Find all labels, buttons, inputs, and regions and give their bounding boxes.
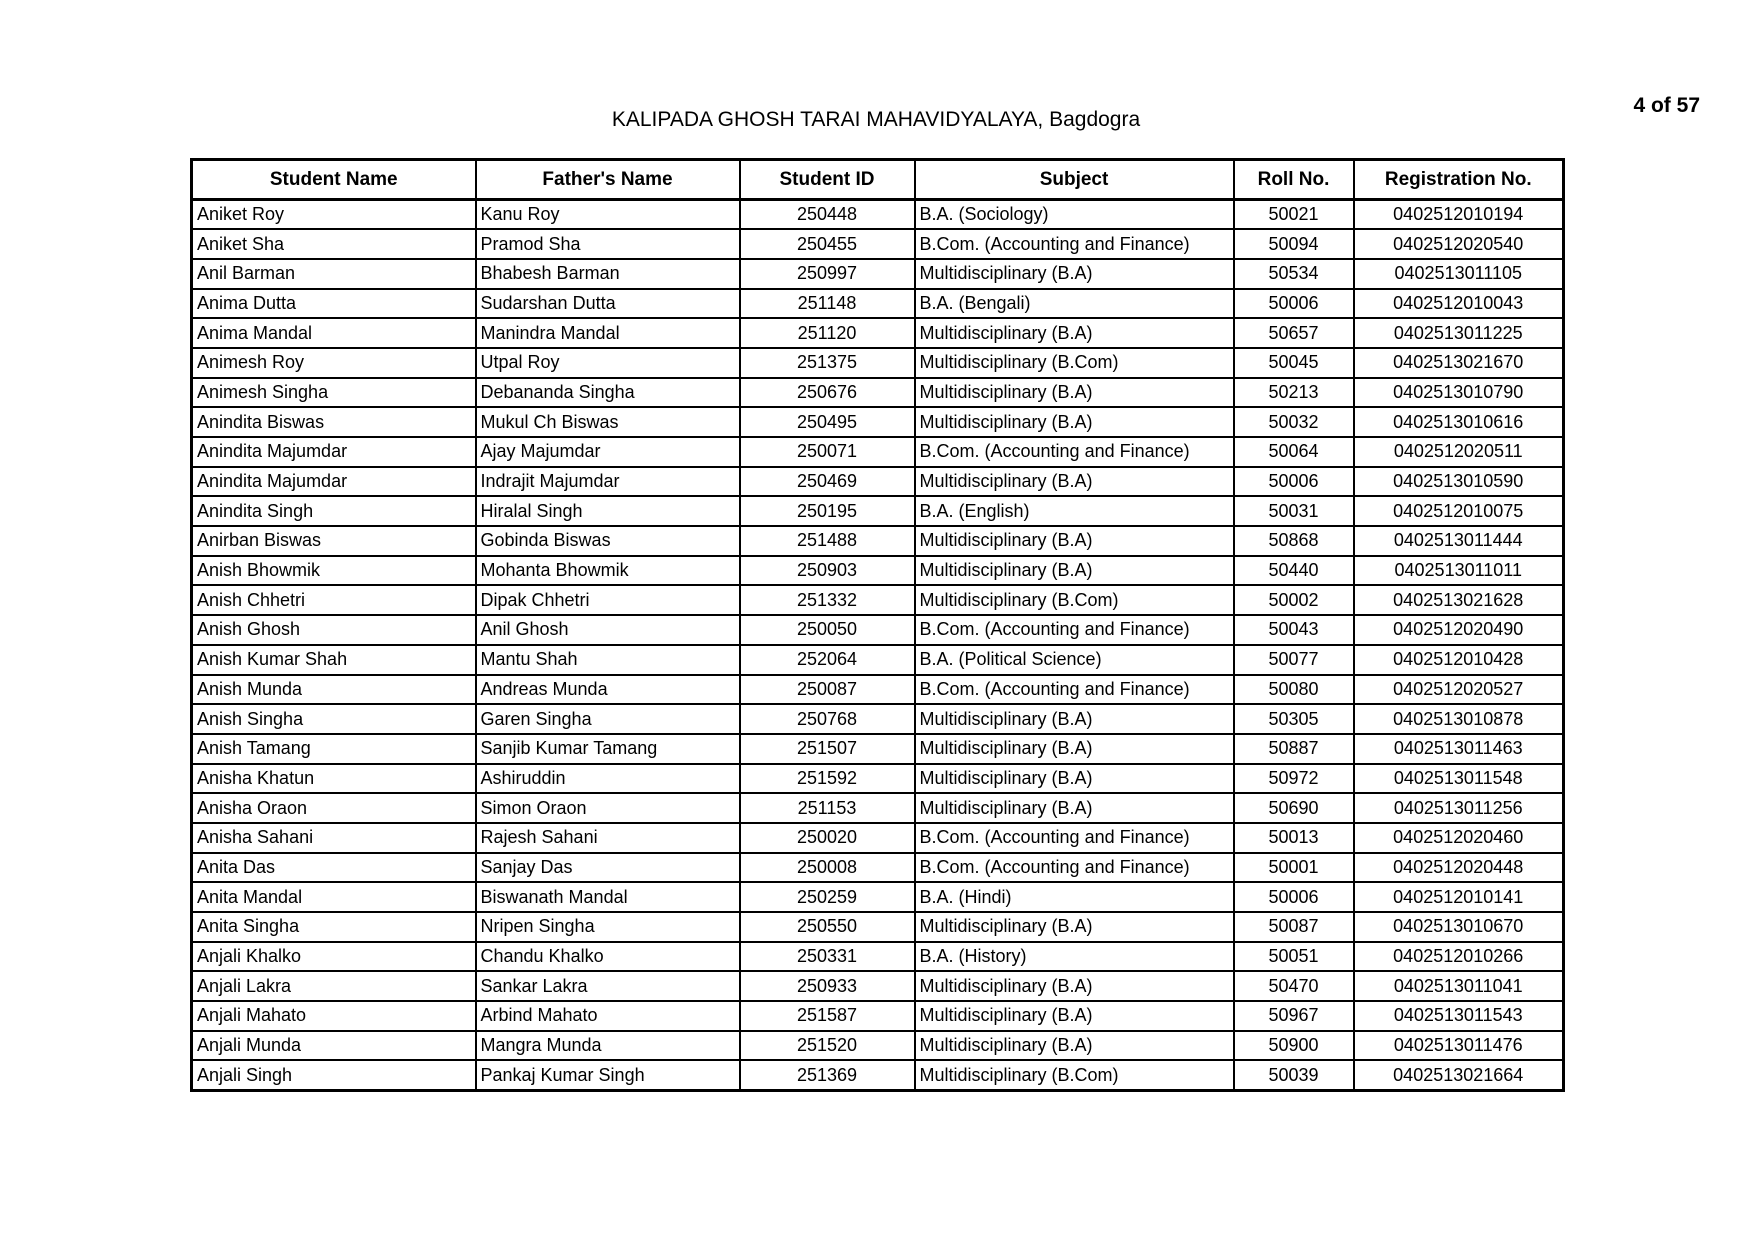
cell-student-name: Anish Chhetri xyxy=(192,585,476,615)
cell-fathers-name: Pramod Sha xyxy=(476,229,740,259)
cell-student-name: Anish Ghosh xyxy=(192,615,476,645)
cell-student-id: 250550 xyxy=(740,912,915,942)
cell-subject: B.Com. (Accounting and Finance) xyxy=(915,823,1234,853)
cell-roll-no: 50045 xyxy=(1234,348,1354,378)
cell-student-id: 250448 xyxy=(740,200,915,230)
cell-student-id: 251520 xyxy=(740,1031,915,1061)
table-row xyxy=(192,1060,1564,1090)
cell-student-name: Anindita Biswas xyxy=(192,407,476,437)
cell-roll-no: 50021 xyxy=(1234,200,1354,230)
cell-student-id: 251153 xyxy=(740,793,915,823)
cell-student-id: 250469 xyxy=(740,467,915,497)
cell-roll-no: 50051 xyxy=(1234,942,1354,972)
cell-roll-no: 50080 xyxy=(1234,675,1354,705)
cell-subject: B.Com. (Accounting and Finance) xyxy=(915,437,1234,467)
table-row xyxy=(192,615,1564,645)
cell-roll-no: 50440 xyxy=(1234,556,1354,586)
cell-subject: B.A. (History) xyxy=(915,942,1234,972)
cell-student-id: 250331 xyxy=(740,942,915,972)
cell-student-id: 250195 xyxy=(740,496,915,526)
cell-student-id: 250495 xyxy=(740,407,915,437)
table-row xyxy=(192,407,1564,437)
cell-registration-no: 0402513011543 xyxy=(1354,1001,1564,1031)
cell-fathers-name: Debananda Singha xyxy=(476,378,740,408)
cell-student-id: 250676 xyxy=(740,378,915,408)
cell-student-name: Anish Tamang xyxy=(192,734,476,764)
table-header xyxy=(192,160,1564,200)
cell-student-id: 250020 xyxy=(740,823,915,853)
cell-subject: Multidisciplinary (B.A) xyxy=(915,378,1234,408)
cell-registration-no: 0402513021628 xyxy=(1354,585,1564,615)
table-body xyxy=(192,200,1564,1091)
cell-roll-no: 50900 xyxy=(1234,1031,1354,1061)
table-row xyxy=(192,971,1564,1001)
cell-registration-no: 0402513010790 xyxy=(1354,378,1564,408)
table-row xyxy=(192,585,1564,615)
cell-student-id: 251488 xyxy=(740,526,915,556)
cell-subject: Multidisciplinary (B.Com) xyxy=(915,1060,1234,1090)
table-row xyxy=(192,764,1564,794)
cell-student-id: 251148 xyxy=(740,289,915,319)
cell-roll-no: 50001 xyxy=(1234,853,1354,883)
cell-fathers-name: Sudarshan Dutta xyxy=(476,289,740,319)
cell-roll-no: 50213 xyxy=(1234,378,1354,408)
cell-roll-no: 50534 xyxy=(1234,259,1354,289)
cell-registration-no: 0402513011444 xyxy=(1354,526,1564,556)
cell-subject: B.Com. (Accounting and Finance) xyxy=(915,853,1234,883)
student-roster-table xyxy=(190,158,1565,1092)
cell-registration-no: 0402512010141 xyxy=(1354,882,1564,912)
cell-student-name: Anisha Oraon xyxy=(192,793,476,823)
table-row xyxy=(192,942,1564,972)
cell-student-id: 251592 xyxy=(740,764,915,794)
cell-student-id: 250768 xyxy=(740,704,915,734)
cell-student-name: Anima Mandal xyxy=(192,318,476,348)
table-row xyxy=(192,853,1564,883)
cell-roll-no: 50094 xyxy=(1234,229,1354,259)
cell-registration-no: 0402513021664 xyxy=(1354,1060,1564,1090)
cell-student-id: 251332 xyxy=(740,585,915,615)
cell-roll-no: 50006 xyxy=(1234,467,1354,497)
cell-student-name: Anisha Khatun xyxy=(192,764,476,794)
cell-fathers-name: Kanu Roy xyxy=(476,200,740,230)
cell-fathers-name: Garen Singha xyxy=(476,704,740,734)
cell-student-id: 251120 xyxy=(740,318,915,348)
table-row xyxy=(192,437,1564,467)
cell-student-name: Anita Mandal xyxy=(192,882,476,912)
table-row xyxy=(192,348,1564,378)
cell-subject: Multidisciplinary (B.Com) xyxy=(915,348,1234,378)
cell-registration-no: 0402513011476 xyxy=(1354,1031,1564,1061)
cell-fathers-name: Indrajit Majumdar xyxy=(476,467,740,497)
cell-registration-no: 0402512020490 xyxy=(1354,615,1564,645)
cell-student-id: 252064 xyxy=(740,645,915,675)
cell-subject: B.Com. (Accounting and Finance) xyxy=(915,229,1234,259)
cell-roll-no: 50013 xyxy=(1234,823,1354,853)
cell-subject: Multidisciplinary (B.A) xyxy=(915,526,1234,556)
cell-student-name: Anjali Mahato xyxy=(192,1001,476,1031)
cell-registration-no: 0402513010670 xyxy=(1354,912,1564,942)
table-row xyxy=(192,467,1564,497)
cell-student-name: Anirban Biswas xyxy=(192,526,476,556)
cell-student-name: Anita Singha xyxy=(192,912,476,942)
table-row xyxy=(192,556,1564,586)
cell-roll-no: 50305 xyxy=(1234,704,1354,734)
table-row xyxy=(192,882,1564,912)
cell-fathers-name: Sanjib Kumar Tamang xyxy=(476,734,740,764)
cell-roll-no: 50032 xyxy=(1234,407,1354,437)
cell-subject: Multidisciplinary (B.A) xyxy=(915,259,1234,289)
cell-student-id: 250071 xyxy=(740,437,915,467)
cell-registration-no: 0402513010590 xyxy=(1354,467,1564,497)
cell-student-name: Aniket Roy xyxy=(192,200,476,230)
cell-student-id: 250455 xyxy=(740,229,915,259)
cell-subject: B.A. (Political Science) xyxy=(915,645,1234,675)
cell-registration-no: 0402512020527 xyxy=(1354,675,1564,705)
cell-registration-no: 0402513011548 xyxy=(1354,764,1564,794)
table-row xyxy=(192,823,1564,853)
cell-subject: Multidisciplinary (B.A) xyxy=(915,407,1234,437)
cell-registration-no: 0402513011041 xyxy=(1354,971,1564,1001)
cell-subject: Multidisciplinary (B.A) xyxy=(915,793,1234,823)
cell-roll-no: 50031 xyxy=(1234,496,1354,526)
cell-roll-no: 50868 xyxy=(1234,526,1354,556)
cell-student-id: 251507 xyxy=(740,734,915,764)
cell-subject: Multidisciplinary (B.A) xyxy=(915,1001,1234,1031)
cell-roll-no: 50087 xyxy=(1234,912,1354,942)
cell-student-name: Anish Bhowmik xyxy=(192,556,476,586)
table-row xyxy=(192,526,1564,556)
cell-subject: B.A. (Sociology) xyxy=(915,200,1234,230)
cell-student-name: Anjali Singh xyxy=(192,1060,476,1090)
cell-student-name: Anish Kumar Shah xyxy=(192,645,476,675)
cell-registration-no: 0402513011011 xyxy=(1354,556,1564,586)
cell-student-id: 250087 xyxy=(740,675,915,705)
table-row xyxy=(192,378,1564,408)
cell-roll-no: 50077 xyxy=(1234,645,1354,675)
cell-student-name: Anjali Lakra xyxy=(192,971,476,1001)
column-header-student-name: Student Name xyxy=(192,160,476,200)
cell-registration-no: 0402513011256 xyxy=(1354,793,1564,823)
cell-student-id: 250997 xyxy=(740,259,915,289)
cell-roll-no: 50039 xyxy=(1234,1060,1354,1090)
cell-registration-no: 0402512020540 xyxy=(1354,229,1564,259)
cell-student-id: 250050 xyxy=(740,615,915,645)
cell-subject: B.Com. (Accounting and Finance) xyxy=(915,615,1234,645)
cell-fathers-name: Arbind Mahato xyxy=(476,1001,740,1031)
cell-registration-no: 0402513011105 xyxy=(1354,259,1564,289)
cell-student-name: Anil Barman xyxy=(192,259,476,289)
column-header-registration-no: Registration No. xyxy=(1354,160,1564,200)
cell-student-name: Anish Munda xyxy=(192,675,476,705)
cell-student-name: Anjali Munda xyxy=(192,1031,476,1061)
cell-student-name: Anisha Sahani xyxy=(192,823,476,853)
table-row xyxy=(192,912,1564,942)
cell-student-name: Animesh Singha xyxy=(192,378,476,408)
cell-student-id: 251587 xyxy=(740,1001,915,1031)
cell-subject: Multidisciplinary (B.A) xyxy=(915,556,1234,586)
cell-student-name: Anish Singha xyxy=(192,704,476,734)
table-row xyxy=(192,289,1564,319)
cell-registration-no: 0402513011463 xyxy=(1354,734,1564,764)
cell-fathers-name: Mohanta Bhowmik xyxy=(476,556,740,586)
cell-registration-no: 0402513010878 xyxy=(1354,704,1564,734)
cell-fathers-name: Hiralal Singh xyxy=(476,496,740,526)
cell-roll-no: 50064 xyxy=(1234,437,1354,467)
page-number-indicator: 4 of 57 xyxy=(1633,94,1700,117)
table-row xyxy=(192,793,1564,823)
cell-fathers-name: Manindra Mandal xyxy=(476,318,740,348)
table-row xyxy=(192,645,1564,675)
cell-registration-no: 0402513010616 xyxy=(1354,407,1564,437)
cell-student-name: Animesh Roy xyxy=(192,348,476,378)
cell-roll-no: 50470 xyxy=(1234,971,1354,1001)
cell-fathers-name: Mangra Munda xyxy=(476,1031,740,1061)
cell-registration-no: 0402512020448 xyxy=(1354,853,1564,883)
cell-roll-no: 50657 xyxy=(1234,318,1354,348)
cell-registration-no: 0402512020511 xyxy=(1354,437,1564,467)
table-row xyxy=(192,229,1564,259)
cell-registration-no: 0402512010075 xyxy=(1354,496,1564,526)
cell-fathers-name: Pankaj Kumar Singh xyxy=(476,1060,740,1090)
cell-roll-no: 50006 xyxy=(1234,882,1354,912)
cell-registration-no: 0402512010266 xyxy=(1354,942,1564,972)
cell-roll-no: 50002 xyxy=(1234,585,1354,615)
table-row xyxy=(192,675,1564,705)
cell-fathers-name: Ajay Majumdar xyxy=(476,437,740,467)
cell-registration-no: 0402512010043 xyxy=(1354,289,1564,319)
cell-roll-no: 50690 xyxy=(1234,793,1354,823)
cell-roll-no: 50043 xyxy=(1234,615,1354,645)
table-row xyxy=(192,1031,1564,1061)
cell-fathers-name: Biswanath Mandal xyxy=(476,882,740,912)
cell-subject: Multidisciplinary (B.A) xyxy=(915,764,1234,794)
cell-fathers-name: Sankar Lakra xyxy=(476,971,740,1001)
cell-fathers-name: Chandu Khalko xyxy=(476,942,740,972)
cell-student-id: 251369 xyxy=(740,1060,915,1090)
cell-fathers-name: Gobinda Biswas xyxy=(476,526,740,556)
cell-student-id: 250933 xyxy=(740,971,915,1001)
cell-registration-no: 0402512020460 xyxy=(1354,823,1564,853)
college-title: KALIPADA GHOSH TARAI MAHAVIDYALAYA, Bagdogra xyxy=(611,108,1141,131)
cell-subject: B.Com. (Accounting and Finance) xyxy=(915,675,1234,705)
cell-roll-no: 50006 xyxy=(1234,289,1354,319)
cell-student-name: Anindita Singh xyxy=(192,496,476,526)
cell-fathers-name: Andreas Munda xyxy=(476,675,740,705)
cell-student-name: Aniket Sha xyxy=(192,229,476,259)
column-header-subject: Subject xyxy=(915,160,1234,200)
cell-subject: B.A. (English) xyxy=(915,496,1234,526)
table-row xyxy=(192,200,1564,230)
cell-registration-no: 0402512010428 xyxy=(1354,645,1564,675)
cell-student-name: Anita Das xyxy=(192,853,476,883)
cell-student-id: 250008 xyxy=(740,853,915,883)
column-header-fathers-name: Father's Name xyxy=(476,160,740,200)
cell-student-id: 250903 xyxy=(740,556,915,586)
cell-roll-no: 50972 xyxy=(1234,764,1354,794)
table-row xyxy=(192,259,1564,289)
cell-fathers-name: Dipak Chhetri xyxy=(476,585,740,615)
cell-registration-no: 0402513011225 xyxy=(1354,318,1564,348)
table-header-row xyxy=(192,160,1564,200)
table-row xyxy=(192,734,1564,764)
cell-subject: B.A. (Bengali) xyxy=(915,289,1234,319)
cell-subject: Multidisciplinary (B.Com) xyxy=(915,585,1234,615)
cell-roll-no: 50967 xyxy=(1234,1001,1354,1031)
cell-subject: Multidisciplinary (B.A) xyxy=(915,912,1234,942)
cell-subject: Multidisciplinary (B.A) xyxy=(915,704,1234,734)
cell-fathers-name: Mantu Shah xyxy=(476,645,740,675)
cell-student-name: Anindita Majumdar xyxy=(192,467,476,497)
cell-fathers-name: Mukul Ch Biswas xyxy=(476,407,740,437)
cell-registration-no: 0402512010194 xyxy=(1354,200,1564,230)
cell-fathers-name: Bhabesh Barman xyxy=(476,259,740,289)
cell-subject: Multidisciplinary (B.A) xyxy=(915,1031,1234,1061)
cell-student-name: Anima Dutta xyxy=(192,289,476,319)
cell-student-name: Anindita Majumdar xyxy=(192,437,476,467)
cell-student-id: 251375 xyxy=(740,348,915,378)
cell-subject: Multidisciplinary (B.A) xyxy=(915,467,1234,497)
cell-subject: Multidisciplinary (B.A) xyxy=(915,318,1234,348)
column-header-student-id: Student ID xyxy=(740,160,915,200)
cell-subject: Multidisciplinary (B.A) xyxy=(915,971,1234,1001)
cell-fathers-name: Rajesh Sahani xyxy=(476,823,740,853)
cell-student-name: Anjali Khalko xyxy=(192,942,476,972)
cell-fathers-name: Utpal Roy xyxy=(476,348,740,378)
cell-fathers-name: Sanjay Das xyxy=(476,853,740,883)
cell-registration-no: 0402513021670 xyxy=(1354,348,1564,378)
table-row xyxy=(192,318,1564,348)
cell-roll-no: 50887 xyxy=(1234,734,1354,764)
cell-fathers-name: Nripen Singha xyxy=(476,912,740,942)
cell-fathers-name: Ashiruddin xyxy=(476,764,740,794)
table-row xyxy=(192,704,1564,734)
table-row xyxy=(192,496,1564,526)
cell-subject: Multidisciplinary (B.A) xyxy=(915,734,1234,764)
cell-student-id: 250259 xyxy=(740,882,915,912)
cell-subject: B.A. (Hindi) xyxy=(915,882,1234,912)
table-row xyxy=(192,1001,1564,1031)
cell-fathers-name: Simon Oraon xyxy=(476,793,740,823)
cell-fathers-name: Anil Ghosh xyxy=(476,615,740,645)
column-header-roll-no: Roll No. xyxy=(1234,160,1354,200)
